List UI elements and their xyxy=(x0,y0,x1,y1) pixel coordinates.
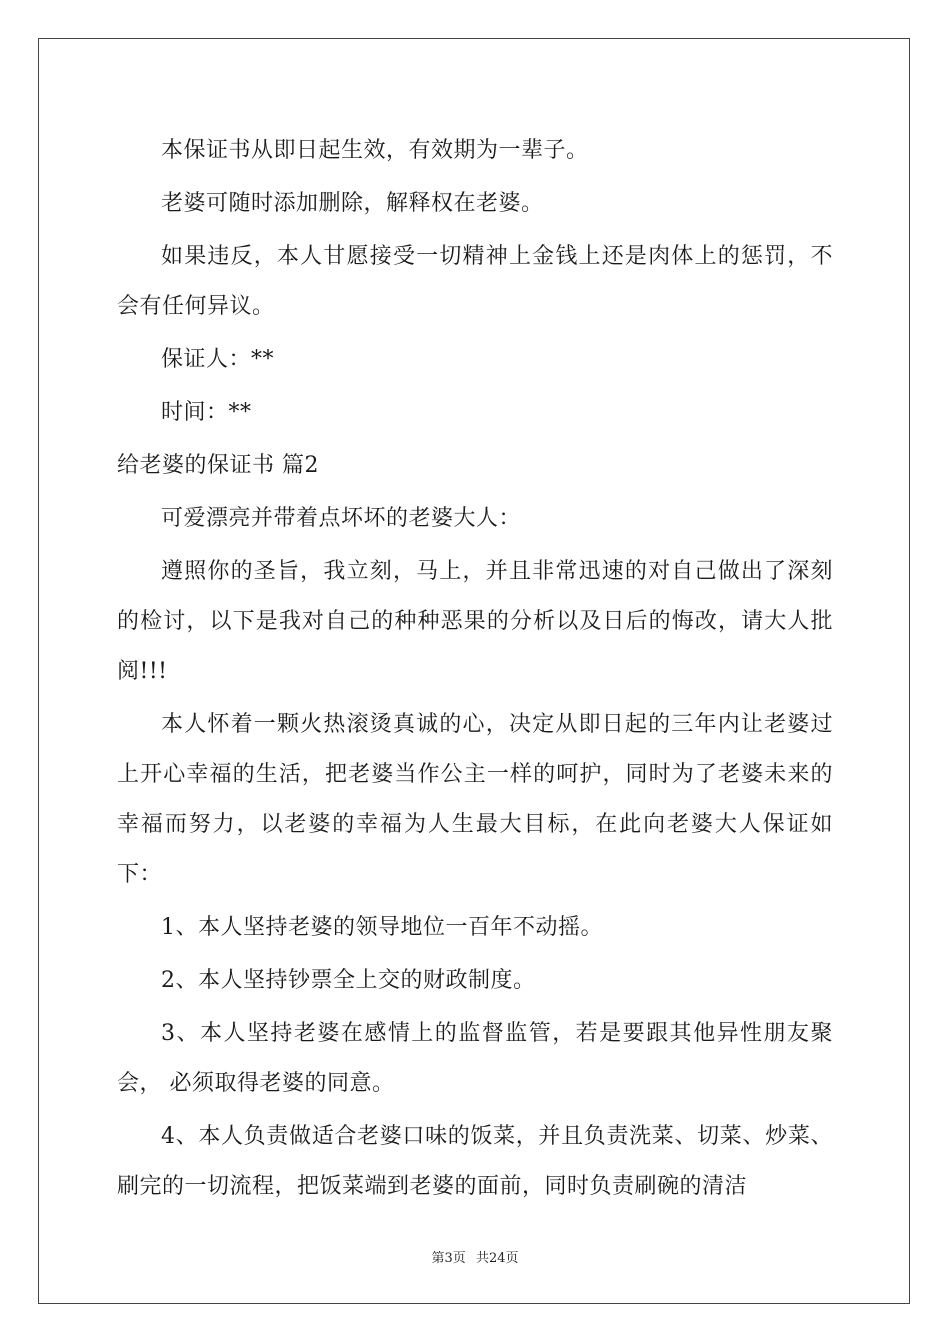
total-pages: 共24页 xyxy=(475,1251,519,1266)
section-heading: 给老婆的保证书 篇2 xyxy=(117,453,319,478)
document-body xyxy=(117,126,833,1215)
page-footer xyxy=(0,1247,950,1266)
paragraph: 老婆可随时添加删除，解释权在老婆。 xyxy=(161,191,544,216)
paragraph: 可爱漂亮并带着点坏坏的老婆大人： xyxy=(161,506,522,531)
paragraph: 1、本人坚持老婆的领导地位一百年不动摇。 xyxy=(161,915,603,940)
paragraph: 4、本人负责做适合老婆口味的饭菜，并且负责洗菜、切菜、炒菜、刷完的一切流程，把饭菜端到老婆的面前，同时负责刷碗的清洁 xyxy=(117,1124,833,1199)
paragraph: 本人怀着一颗火热滚烫真诚的心，决定从即日起的三年内让老婆过上开心幸福的生活，把老婆当作公主一样的呵护，同时为了老婆未来的幸福而努力，以老婆的幸福为人生最大目标，在此向老婆大人保证如下： xyxy=(117,712,833,887)
current-page-number: 第3页 xyxy=(431,1251,466,1266)
paragraph: 如果违反，本人甘愿接受一切精神上金钱上还是肉体上的惩罚，不会有任何异议。 xyxy=(117,244,833,319)
paragraph: 3、本人坚持老婆在感情上的监督监管，若是要跟其他异性朋友聚会， 必须取得老婆的同意。 xyxy=(117,1021,833,1096)
paragraph: 2、本人坚持钞票全上交的财政制度。 xyxy=(161,968,536,993)
paragraph: 时间：** xyxy=(161,400,252,425)
paragraph: 本保证书从即日起生效，有效期为一辈子。 xyxy=(161,138,589,163)
paragraph: 遵照你的圣旨，我立刻，马上，并且非常迅速的对自己做出了深刻的检讨，以下是我对自己的种种恶果的分析以及日后的悔改，请大人批阅!!! xyxy=(117,559,833,684)
paragraph: 保证人：** xyxy=(161,347,275,372)
